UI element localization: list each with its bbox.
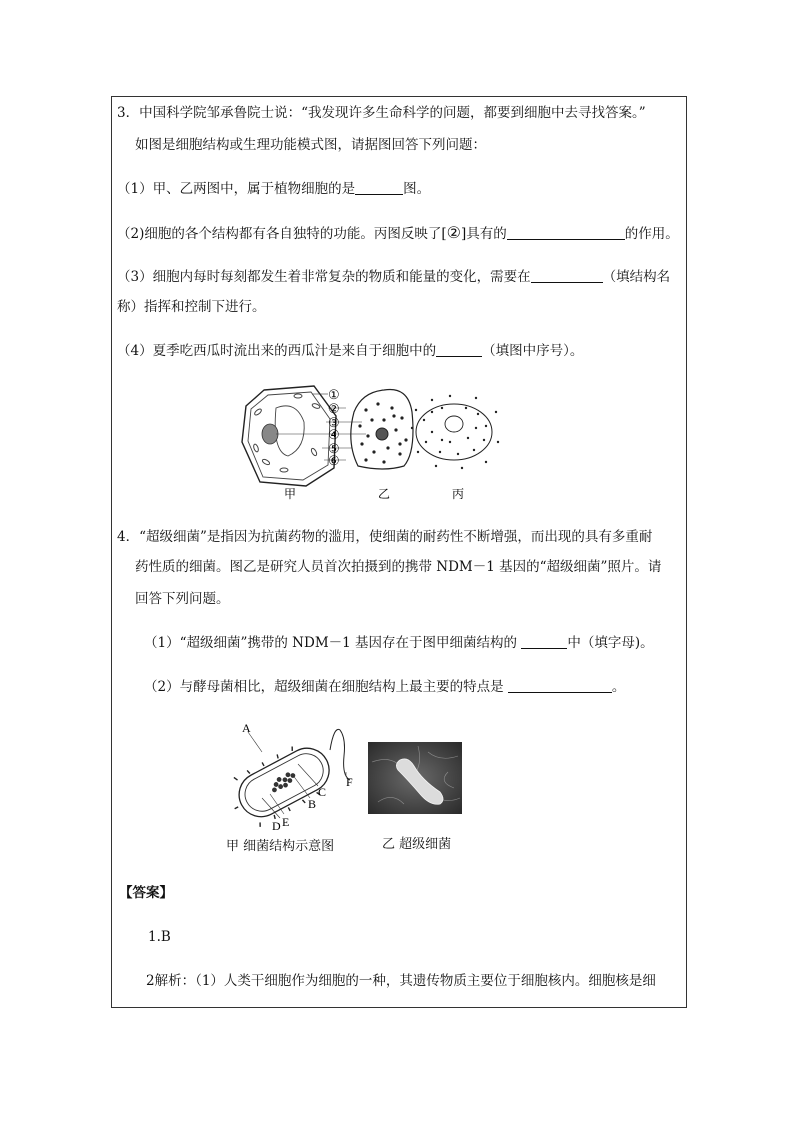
label-c: C [318,785,327,799]
marker-2: ② [328,401,340,416]
answer-blank[interactable] [521,635,567,649]
fig-caption-jia: 甲 [284,487,297,501]
superbug-photo [368,742,462,814]
animal-cell-diagram [351,389,413,469]
q4-sub1-text: （1）“超级细菌”携带的 NDM－1 基因存在于图甲细菌结构的 [144,635,518,651]
q3-sub1 [117,180,430,198]
q4-line2: 药性质的细菌。图乙是研究人员首次拍摄到的携带 NDM－1 基因的“超级细菌”照片。请 [135,559,662,575]
marker-1: ① [328,387,340,402]
q3-sub1-text-end: 图。 [403,181,431,197]
label-d: D [272,819,281,833]
q3-intro: 3．中国科学院邹承鲁院士说：“我发现许多生命科学的问题，都要到细胞中去寻找答案。” [117,105,646,121]
q3-sub3 [117,268,670,286]
marker-6: ⑥ [328,453,340,468]
q4-sub2-text-end: 。 [611,679,626,695]
label-f: F [346,775,353,789]
q4-fig-caption-jia: 甲 细菌结构示意图 [226,839,335,854]
circled-number: ② [446,223,461,242]
bacteria-structure-diagram [222,716,362,836]
q3-sub4-text: （4）夏季吃西瓜时流出来的西瓜汁是来自于细胞中的 [117,343,437,359]
answer-blank[interactable] [531,269,603,283]
q3-sub3-text-end: （填结构名 [602,269,671,285]
marker-5: ⑤ [328,441,340,456]
q4-line1: 4．“超级细菌”是指因为抗菌药物的滥用，使细菌的耐药性不断增强，而出现的具有多重耐 [117,529,653,545]
q3-sub3-cont: 称）指挥和控制下进行。 [117,299,266,315]
q4-line3: 回答下列问题。 [135,591,230,607]
marker-3: ③ [328,415,340,430]
answer-2: 2解析：（1）人类干细胞作为细胞的一种，其遗传物质主要位于细胞核内。细胞核是细 [146,973,656,989]
q4-sub1 [144,634,654,652]
q4-sub2 [144,678,625,696]
label-a: A [242,721,251,735]
answer-blank[interactable] [355,181,403,195]
answer-blank[interactable] [507,226,625,240]
q3-sub1-text: （1）甲、乙两图中，属于植物细胞的是 [117,181,356,197]
answer-blank[interactable] [436,343,482,357]
q4-sub1-text-end: 中（填字母)。 [567,635,654,651]
q4-fig-caption-yi: 乙 超级细菌 [382,837,452,852]
q3-prompt: 如图是细胞结构或生理功能模式图，请据图回答下列问题： [135,137,486,153]
q3-sub2 [117,224,679,243]
plant-cell-diagram [242,386,336,486]
q3-sub2-text-end: 的作用。 [624,226,679,242]
answer-heading: 【答案】 [119,885,173,901]
fig-caption-yi: 乙 [378,487,391,501]
fig-caption-bing: 丙 [452,487,465,501]
cell-diagrams [236,382,506,506]
q3-sub2-text-mid: ]具有的 [460,226,507,242]
answer-1: 1.B [148,929,171,945]
label-b: B [308,797,317,811]
q3-sub4 [117,342,583,360]
secreting-cell-diagram [411,395,499,469]
q3-sub3-text: （3）细胞内每时每刻都发生着非常复杂的物质和能量的变化，需要在 [117,269,531,285]
q4-sub2-text: （2）与酵母菌相比，超级细菌在细胞结构上最主要的特点是 [144,679,504,695]
answer-blank[interactable] [508,679,612,693]
label-e: E [282,815,290,829]
marker-4: ④ [328,427,340,442]
q3-sub2-text: （2)细胞的各个结构都有各自独特的功能。丙图反映了[ [117,226,447,242]
q3-sub4-text-end: （填图中序号）。 [482,343,584,359]
